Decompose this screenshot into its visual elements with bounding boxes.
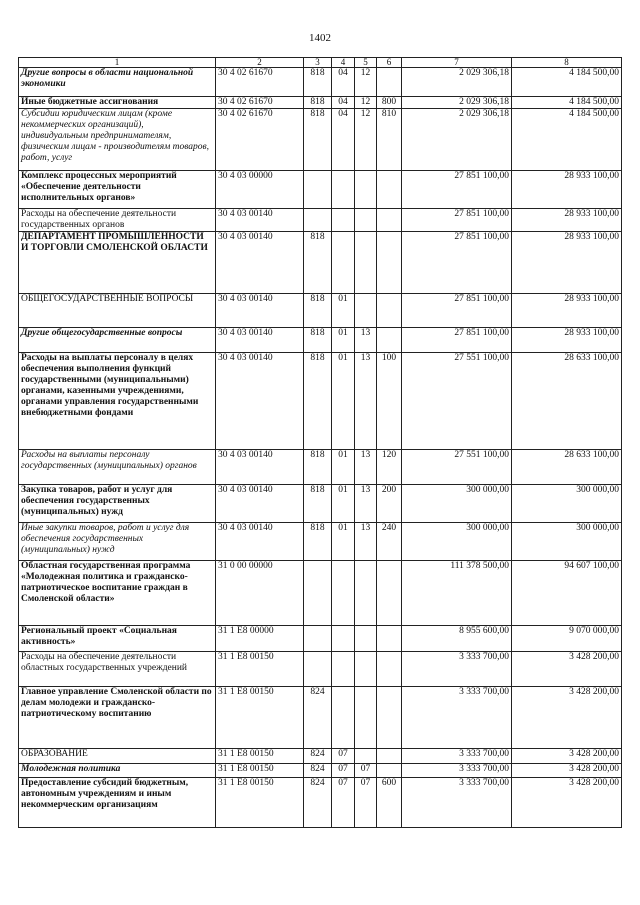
row-name: Молодежная политика <box>19 764 216 778</box>
row-grbs: 824 <box>304 764 332 778</box>
row-subsection: 13 <box>355 450 377 485</box>
col-exp-type-header: 6 <box>377 58 402 68</box>
row-name: Закупка товаров, работ и услуг для обеспечения государственных (муниципальных) нужд <box>19 485 216 523</box>
row-amount-year1: 2 029 306,18 <box>402 68 512 97</box>
table-row <box>19 109 622 171</box>
table-row <box>19 778 622 828</box>
row-name: Расходы на выплаты персоналу государственных (муниципальных) органов <box>19 450 216 485</box>
col-section-header: 4 <box>332 58 355 68</box>
row-exp-type: 800 <box>377 97 402 109</box>
row-amount-year2: 28 933 100,00 <box>512 294 622 328</box>
row-grbs: 818 <box>304 353 332 450</box>
row-amount-year2: 3 428 200,00 <box>512 687 622 749</box>
row-subsection <box>355 209 377 232</box>
row-grbs <box>304 171 332 209</box>
row-grbs: 818 <box>304 68 332 97</box>
row-grbs: 818 <box>304 232 332 294</box>
row-name: ОБРАЗОВАНИЕ <box>19 749 216 764</box>
row-grbs: 818 <box>304 97 332 109</box>
row-amount-year1: 27 551 100,00 <box>402 353 512 450</box>
row-grbs <box>304 209 332 232</box>
row-exp-type: 120 <box>377 450 402 485</box>
row-exp-type: 600 <box>377 778 402 828</box>
row-amount-year2: 3 428 200,00 <box>512 749 622 764</box>
row-subsection <box>355 749 377 764</box>
row-amount-year1: 3 333 700,00 <box>402 778 512 828</box>
row-name: Иные закупки товаров, работ и услуг для обеспечения государственных (муниципальных) нужд <box>19 523 216 561</box>
row-target-code: 31 1 E8 00150 <box>216 687 304 749</box>
table-row <box>19 764 622 778</box>
row-amount-year1: 111 378 500,00 <box>402 561 512 626</box>
row-subsection: 12 <box>355 109 377 171</box>
row-target-code: 31 0 00 00000 <box>216 561 304 626</box>
row-target-code: 30 4 03 00000 <box>216 171 304 209</box>
row-subsection: 12 <box>355 97 377 109</box>
row-section <box>332 171 355 209</box>
row-grbs: 818 <box>304 450 332 485</box>
header-row <box>19 58 622 68</box>
row-exp-type <box>377 687 402 749</box>
row-name: ДЕПАРТАМЕНТ ПРОМЫШЛЕННОСТИ И ТОРГОВЛИ СМОЛЕНСКОЙ ОБЛАСТИ <box>19 232 216 294</box>
row-subsection <box>355 626 377 652</box>
row-amount-year2: 4 184 500,00 <box>512 97 622 109</box>
table-body <box>19 68 622 828</box>
row-amount-year1: 3 333 700,00 <box>402 749 512 764</box>
row-section <box>332 232 355 294</box>
table-row <box>19 626 622 652</box>
row-exp-type <box>377 652 402 687</box>
row-section: 01 <box>332 328 355 353</box>
col-grbs-header: 3 <box>304 58 332 68</box>
row-amount-year2: 3 428 200,00 <box>512 652 622 687</box>
row-amount-year2: 300 000,00 <box>512 523 622 561</box>
row-name: Областная государственная программа «Молодежная политика и гражданско-патриотическое воспитание граждан в Смоленской области» <box>19 561 216 626</box>
row-subsection: 13 <box>355 353 377 450</box>
row-section: 01 <box>332 450 355 485</box>
row-name: Расходы на выплаты персоналу в целях обеспечения выполнения функций государственными (муниципальными) органами, казенными учреждениями, органами управления государственными внебюджетными фондами <box>19 353 216 450</box>
row-section: 04 <box>332 109 355 171</box>
row-amount-year1: 27 851 100,00 <box>402 209 512 232</box>
table-row <box>19 171 622 209</box>
row-subsection <box>355 171 377 209</box>
row-grbs: 818 <box>304 328 332 353</box>
row-amount-year2: 9 070 000,00 <box>512 626 622 652</box>
table-row <box>19 68 622 97</box>
table-row <box>19 523 622 561</box>
row-amount-year2: 4 184 500,00 <box>512 109 622 171</box>
row-section: 01 <box>332 523 355 561</box>
row-amount-year1: 3 333 700,00 <box>402 652 512 687</box>
row-section: 01 <box>332 485 355 523</box>
table-row <box>19 328 622 353</box>
row-exp-type <box>377 232 402 294</box>
row-section <box>332 209 355 232</box>
row-target-code: 30 4 03 00140 <box>216 328 304 353</box>
row-exp-type <box>377 209 402 232</box>
row-amount-year2: 28 933 100,00 <box>512 232 622 294</box>
row-target-code: 31 1 E8 00150 <box>216 764 304 778</box>
row-exp-type <box>377 764 402 778</box>
row-grbs: 818 <box>304 523 332 561</box>
row-amount-year2: 3 428 200,00 <box>512 778 622 828</box>
col-year1-header: 7 <box>402 58 512 68</box>
row-target-code: 30 4 03 00140 <box>216 232 304 294</box>
budget-table <box>18 57 622 828</box>
row-subsection <box>355 652 377 687</box>
col-subsection-header: 5 <box>355 58 377 68</box>
row-amount-year2: 28 633 100,00 <box>512 353 622 450</box>
row-exp-type <box>377 68 402 97</box>
row-section: 07 <box>332 778 355 828</box>
row-section: 01 <box>332 294 355 328</box>
row-name: ОБЩЕГОСУДАРСТВЕННЫЕ ВОПРОСЫ <box>19 294 216 328</box>
table-row <box>19 294 622 328</box>
row-amount-year1: 27 551 100,00 <box>402 450 512 485</box>
row-target-code: 30 4 03 00140 <box>216 450 304 485</box>
row-amount-year2: 28 633 100,00 <box>512 450 622 485</box>
row-subsection <box>355 687 377 749</box>
row-amount-year2: 28 933 100,00 <box>512 171 622 209</box>
row-name: Субсидии юридическим лицам (кроме некоммерческих организаций), индивидуальным предпринимателям, физическим лицам - производителям товаров, работ, услуг <box>19 109 216 171</box>
row-section <box>332 626 355 652</box>
row-exp-type <box>377 328 402 353</box>
row-subsection <box>355 294 377 328</box>
row-exp-type <box>377 171 402 209</box>
row-exp-type: 200 <box>377 485 402 523</box>
row-subsection: 07 <box>355 764 377 778</box>
row-exp-type: 810 <box>377 109 402 171</box>
row-target-code: 30 4 02 61670 <box>216 68 304 97</box>
row-amount-year1: 2 029 306,18 <box>402 97 512 109</box>
row-subsection: 13 <box>355 523 377 561</box>
row-target-code: 30 4 03 00140 <box>216 209 304 232</box>
table-row <box>19 353 622 450</box>
row-amount-year2: 300 000,00 <box>512 485 622 523</box>
table-row <box>19 209 622 232</box>
row-amount-year2: 28 933 100,00 <box>512 328 622 353</box>
row-name: Главное управление Смоленской области по делам молодежи и гражданско-патриотическому воспитанию <box>19 687 216 749</box>
col-code-header: 2 <box>216 58 304 68</box>
row-name: Расходы на обеспечение деятельности государственных органов <box>19 209 216 232</box>
row-target-code: 30 4 03 00140 <box>216 294 304 328</box>
page-number: 1402 <box>309 32 331 44</box>
row-amount-year1: 27 851 100,00 <box>402 328 512 353</box>
row-grbs <box>304 626 332 652</box>
col-name-header: 1 <box>19 58 216 68</box>
row-amount-year2: 28 933 100,00 <box>512 209 622 232</box>
row-amount-year1: 2 029 306,18 <box>402 109 512 171</box>
table-row <box>19 687 622 749</box>
row-amount-year1: 300 000,00 <box>402 485 512 523</box>
table-row <box>19 561 622 626</box>
row-grbs: 818 <box>304 485 332 523</box>
row-target-code: 31 1 E8 00000 <box>216 626 304 652</box>
row-section <box>332 652 355 687</box>
row-amount-year2: 94 607 100,00 <box>512 561 622 626</box>
row-section: 01 <box>332 353 355 450</box>
row-target-code: 31 1 E8 00150 <box>216 778 304 828</box>
row-grbs <box>304 561 332 626</box>
row-amount-year1: 27 851 100,00 <box>402 232 512 294</box>
row-target-code: 31 1 E8 00150 <box>216 749 304 764</box>
row-section: 04 <box>332 68 355 97</box>
row-amount-year1: 27 851 100,00 <box>402 171 512 209</box>
row-amount-year2: 3 428 200,00 <box>512 764 622 778</box>
row-section: 07 <box>332 764 355 778</box>
row-grbs <box>304 652 332 687</box>
row-subsection: 13 <box>355 485 377 523</box>
row-grbs: 818 <box>304 294 332 328</box>
row-exp-type <box>377 294 402 328</box>
row-exp-type <box>377 561 402 626</box>
row-target-code: 30 4 02 61670 <box>216 97 304 109</box>
table-row <box>19 652 622 687</box>
table-row <box>19 749 622 764</box>
table-row <box>19 450 622 485</box>
row-subsection: 07 <box>355 778 377 828</box>
row-subsection: 13 <box>355 328 377 353</box>
row-grbs: 824 <box>304 749 332 764</box>
row-target-code: 30 4 03 00140 <box>216 353 304 450</box>
table-row <box>19 232 622 294</box>
row-amount-year1: 3 333 700,00 <box>402 687 512 749</box>
row-section <box>332 561 355 626</box>
row-target-code: 30 4 03 00140 <box>216 485 304 523</box>
row-name: Расходы на обеспечение деятельности областных государственных учреждений <box>19 652 216 687</box>
row-section: 07 <box>332 749 355 764</box>
row-exp-type <box>377 626 402 652</box>
row-name: Иные бюджетные ассигнования <box>19 97 216 109</box>
row-amount-year1: 27 851 100,00 <box>402 294 512 328</box>
row-amount-year2: 4 184 500,00 <box>512 68 622 97</box>
row-name: Комплекс процессных мероприятий «Обеспечение деятельности исполнительных органов» <box>19 171 216 209</box>
row-amount-year1: 3 333 700,00 <box>402 764 512 778</box>
row-subsection <box>355 561 377 626</box>
row-grbs: 824 <box>304 778 332 828</box>
col-year2-header: 8 <box>512 58 622 68</box>
row-grbs: 824 <box>304 687 332 749</box>
row-name: Другие общегосударственные вопросы <box>19 328 216 353</box>
row-name: Другие вопросы в области национальной экономики <box>19 68 216 97</box>
row-exp-type: 240 <box>377 523 402 561</box>
row-exp-type: 100 <box>377 353 402 450</box>
row-name: Региональный проект «Социальная активность» <box>19 626 216 652</box>
row-amount-year1: 8 955 600,00 <box>402 626 512 652</box>
row-grbs: 818 <box>304 109 332 171</box>
row-name: Предоставление субсидий бюджетным, автономным учреждениям и иным некоммерческим организациям <box>19 778 216 828</box>
row-target-code: 30 4 02 61670 <box>216 109 304 171</box>
table-row <box>19 97 622 109</box>
row-target-code: 31 1 E8 00150 <box>216 652 304 687</box>
row-section <box>332 687 355 749</box>
row-amount-year1: 300 000,00 <box>402 523 512 561</box>
row-subsection <box>355 232 377 294</box>
row-target-code: 30 4 03 00140 <box>216 523 304 561</box>
row-subsection: 12 <box>355 68 377 97</box>
row-exp-type <box>377 749 402 764</box>
table-row <box>19 485 622 523</box>
row-section: 04 <box>332 97 355 109</box>
